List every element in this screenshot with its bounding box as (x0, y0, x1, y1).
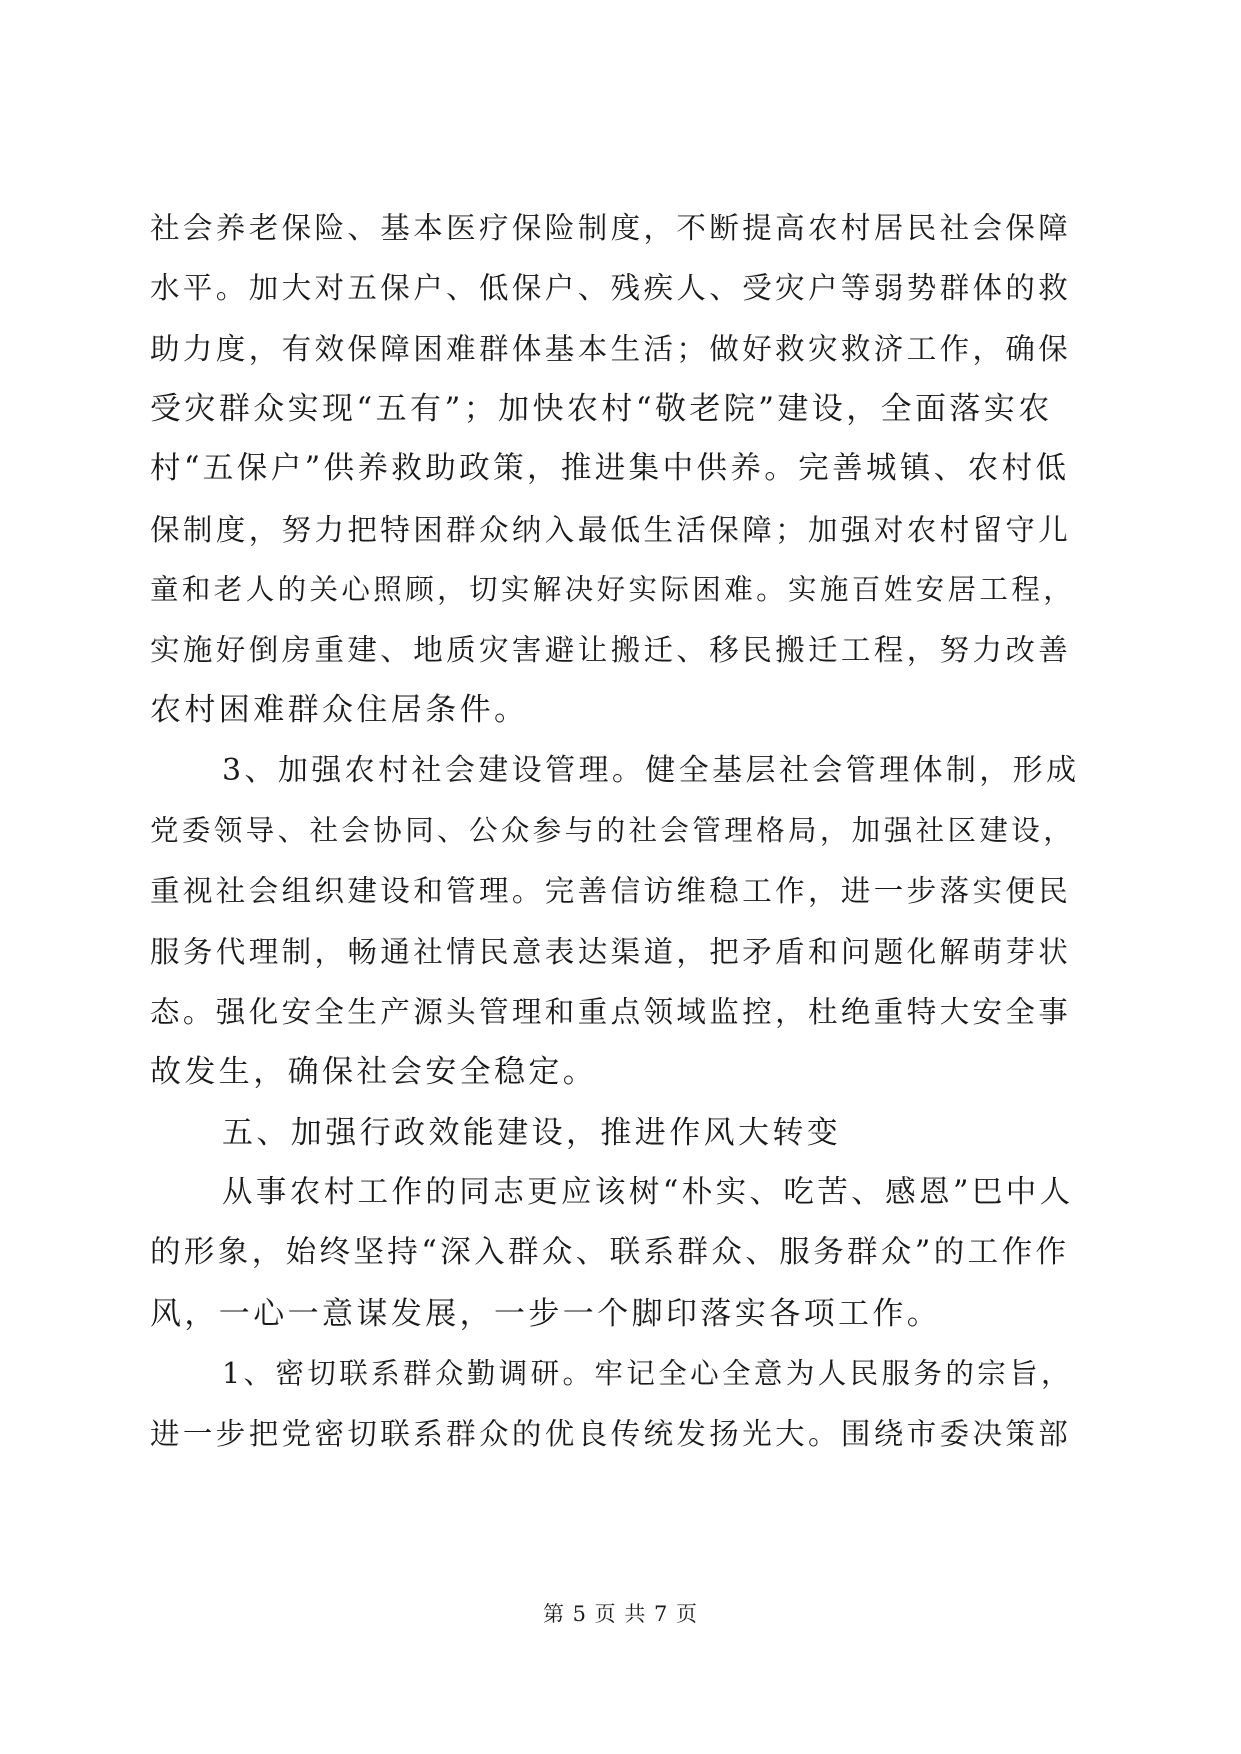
body-text-line: 重视社会组织建设和管理。完善信访维稳工作，进一步落实便民 (150, 874, 1072, 908)
body-text-line: 社会养老保险、基本医疗保险制度，不断提高农村居民社会保障 (150, 211, 1072, 245)
paragraph-start-line: 3、加强农村社会建设管理。健全基层社会管理体制，形成 (222, 753, 1080, 788)
paragraph-start-line: 1、密切联系群众勤调研。牢记全心全意为人民服务的宗旨， (222, 1357, 1073, 1390)
body-text-line: 水平。加大对五保户、低保户、残疾人、受灾户等弱势群体的救 (150, 271, 1072, 305)
body-text-line: 态。强化安全生产源头管理和重点领域监控，杜绝重特大安全事 (150, 995, 1072, 1029)
body-text-line: 农村困难群众住居条件。 (150, 692, 529, 728)
body-text-line: 故发生，确保社会安全稳定。 (150, 1054, 598, 1090)
body-text-line: 村“五保户”供养救助政策，推进集中供养。完善城镇、农村低 (150, 451, 1070, 486)
body-text-line: 进一步把党密切联系群众的优良传统发扬光大。围绕市委决策部 (150, 1417, 1072, 1451)
body-text-line: 风，一心一意谋发展，一步一个脚印落实各项工作。 (150, 1296, 942, 1332)
page-footer-indicator: 第 5 页 共 7 页 (542, 1602, 699, 1626)
body-text-line: 党委领导、社会协同、公众参与的社会管理格局，加强社区建设， (150, 814, 1076, 847)
body-text-line: 实施好倒房重建、地质灾害避让搬迁、移民搬迁工程，努力改善 (150, 633, 1072, 667)
body-text-line: 保制度，努力把特困群众纳入最低生活保障；加强对农村留守儿 (150, 513, 1072, 547)
body-text-line: 服务代理制，畅通社情民意表达渠道，把矛盾和问题化解萌芽状 (150, 935, 1072, 969)
body-text-line: 童和老人的关心照顾，切实解决好实际困难。实施百姓安居工程， (150, 573, 1076, 606)
section-heading: 五、加强行政效能建设，推进作风大转变 (222, 1115, 842, 1151)
paragraph-start-line: 从事农村工作的同志更应该树“朴实、吃苦、感恩”巴中人 (222, 1175, 1074, 1210)
body-text-line: 受灾群众实现“五有”；加快农村“敬老院”建设，全面落实农 (150, 391, 1053, 427)
body-text-line: 的形象，始终坚持“深入群众、联系群众、服务群众”的工作作 (150, 1235, 1070, 1270)
body-text-line: 助力度，有效保障困难群体基本生活；做好救灾救济工作，确保 (150, 332, 1072, 366)
